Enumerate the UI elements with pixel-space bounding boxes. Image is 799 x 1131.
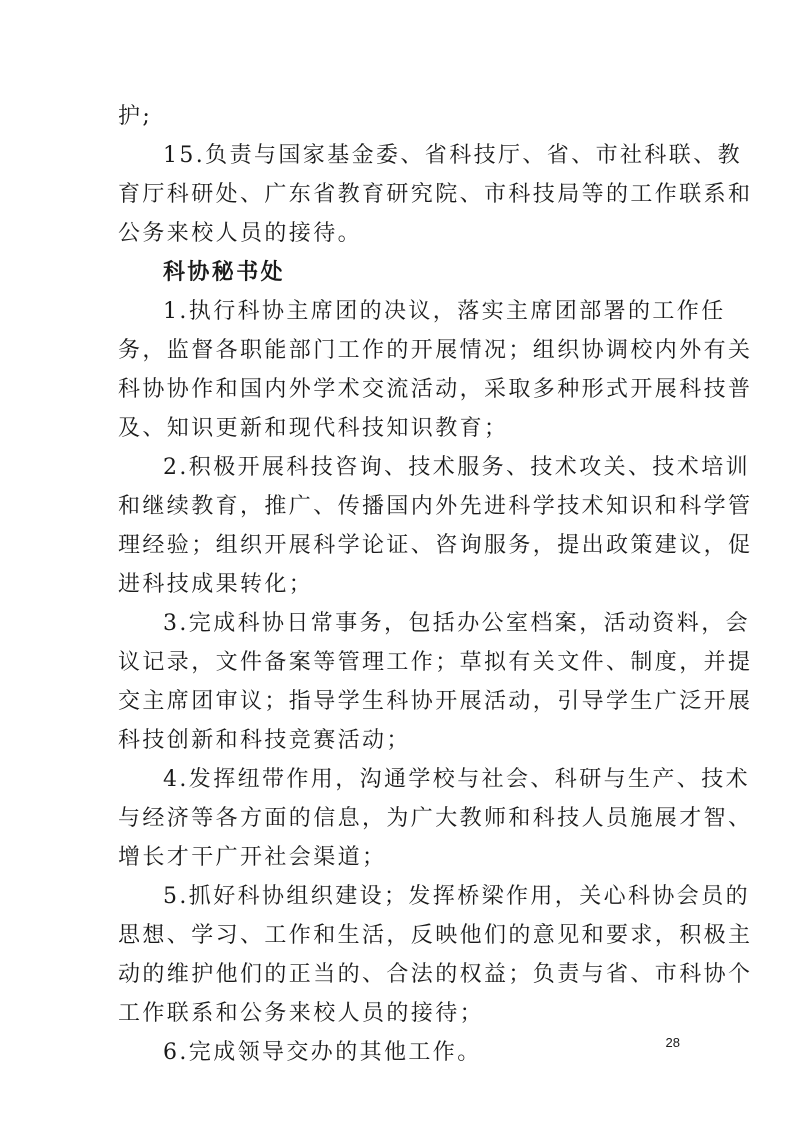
text-line: 及、知识更新和现代科技知识教育； (118, 416, 509, 441)
text-line: 工作联系和公务来校人员的接待； (118, 1001, 485, 1026)
paragraph-first-line: 1.执行科协主席团的决议，落实主席团部署的工作任 (163, 299, 726, 324)
section-heading: 科协秘书处 (163, 259, 286, 285)
text-line: 育厅科研处、广东省教育研究院、市科技局等的工作联系和 (118, 182, 753, 207)
text-line: 增长才干广开社会渠道； (118, 845, 387, 870)
text-line: 科技创新和科技竞赛活动； (118, 728, 411, 753)
text-line: 动的维护他们的正当的、合法的权益；负责与省、市科协个 (118, 962, 753, 987)
text-line: 科协协作和国内外学术交流活动，采取多种形式开展科技普 (118, 377, 753, 402)
text-line: 公务来校人员的接待。 (118, 221, 363, 246)
text-line: 护; (118, 104, 153, 129)
text-line: 议记录，文件备案等管理工作；草拟有关文件、制度，并提 (118, 650, 753, 675)
text-line: 理经验；组织开展科学论证、咨询服务，提出政策建议，促 (118, 533, 753, 558)
paragraph-first-line: 2.积极开展科技咨询、技术服务、技术攻关、技术培训 (163, 455, 750, 480)
text-line: 和继续教育，推广、传播国内外先进科学技术知识和科学管 (118, 494, 753, 519)
paragraph-first-line: 3.完成科协日常事务，包括办公室档案，活动资料，会 (163, 611, 750, 636)
paragraph-first-line: 15.负责与国家基金委、省科技厅、省、市社科联、教 (163, 143, 742, 168)
paragraph-first-line: 4.发挥纽带作用，沟通学校与社会、科研与生产、技术 (163, 767, 750, 792)
paragraph-first-line: 5.抓好科协组织建设；发挥桥梁作用，关心科协会员的 (163, 884, 750, 909)
text-line: 务，监督各职能部门工作的开展情况；组织协调校内外有关 (118, 338, 753, 363)
text-line: 进科技成果转化； (118, 572, 314, 597)
paragraph-first-line: 6.完成领导交办的其他工作。 (163, 1040, 482, 1065)
text-line: 思想、学习、工作和生活，反映他们的意见和要求，积极主 (118, 923, 753, 948)
text-line: 交主席团审议；指导学生科协开展活动，引导学生广泛开展 (118, 689, 753, 714)
text-line: 与经济等各方面的信息，为广大教师和科技人员施展才智、 (118, 806, 753, 831)
document-body (118, 97, 753, 1072)
page-number: 28 (665, 1035, 680, 1050)
